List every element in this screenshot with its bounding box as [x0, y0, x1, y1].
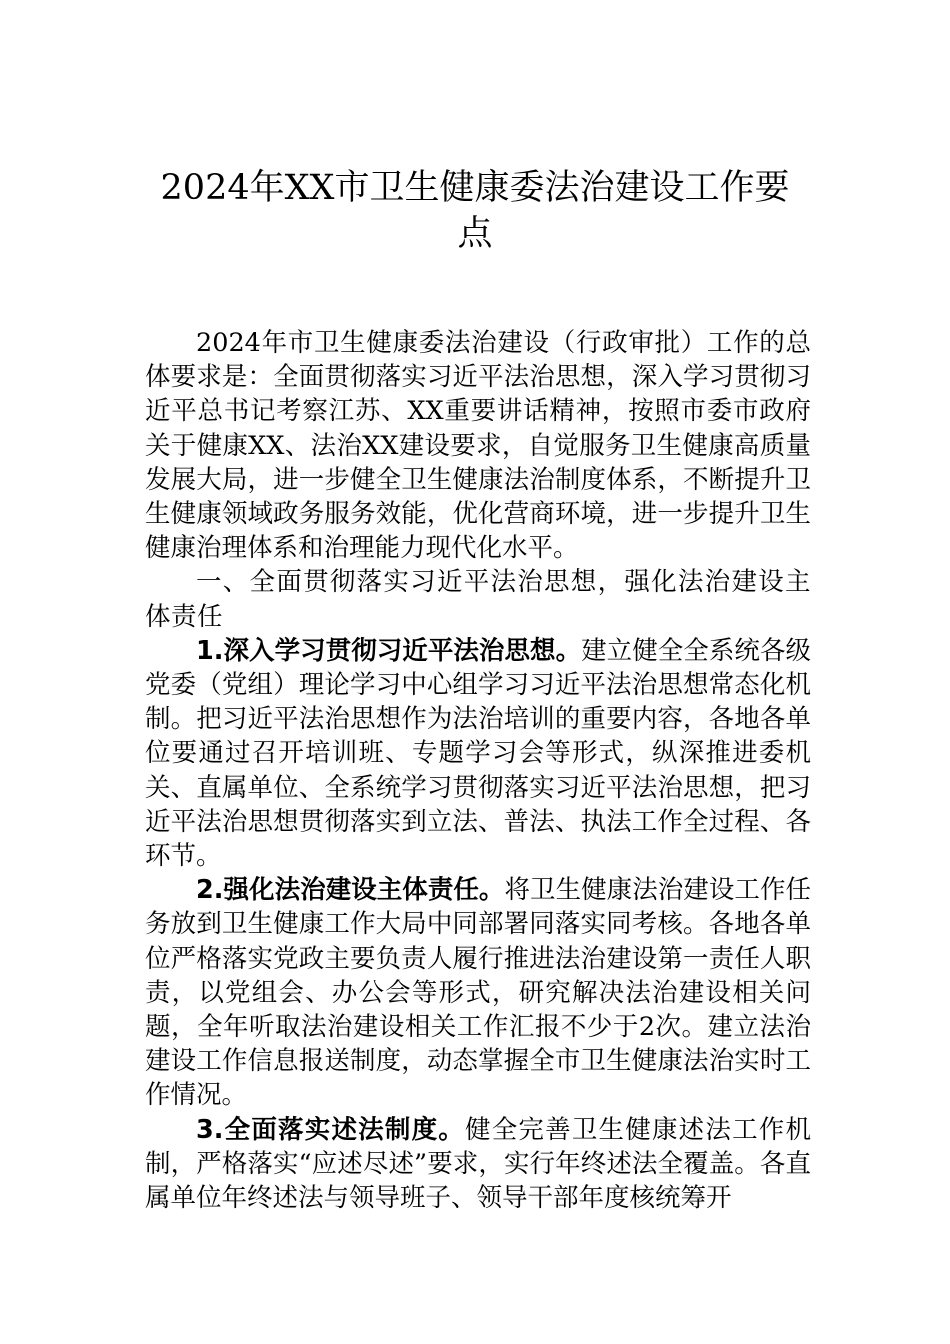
item-lead-1: 1.深入学习贯彻习近平法治思想。 — [196, 635, 582, 666]
item-paragraph-3 — [145, 1113, 811, 1216]
item-paragraph-2 — [145, 873, 811, 1112]
item-paragraph-1 — [145, 634, 811, 873]
item-lead-3: 3.全面落实述法制度。 — [196, 1114, 465, 1145]
section-heading-1: 一、全面贯彻落实习近平法治思想，强化法治建设主体责任 — [145, 567, 811, 632]
intro-paragraph: 2024年市卫生健康委法治建设（行政审批）工作的总体要求是：全面贯彻落实习近平法治思想，深入学习贯彻习近平总书记考察江苏、XX重要讲话精神，按照市委市政府关于健康XX、法治XX建设要求，自觉服务卫生健康高质量发展大局，进一步健全卫生健康法治制度体系，不断提升卫生健康领域政务服务效能，优化营商环境，进一步提升卫生健康治理体系和治理能力现代化水平。 — [145, 328, 811, 564]
document-body — [145, 326, 811, 1215]
item-text-3: 健全完善卫生健康述法工作机制，严格落实“应述尽述”要求，实行年终述法全覆盖。各直属单位年终述法与领导班子、领导干部年度核统筹开 — [145, 1114, 811, 1214]
item-text-1: 建立健全全系统各级党委（党组）理论学习中心组学习习近平法治思想常态化机制。把习近平法治思想作为法治培训的重要内容，各地各单位要通过召开培训班、专题学习会等形式，纵深推进委机关、直属单位、全系统学习贯彻落实习近平法治思想，把习近平法治思想贯彻落实到立法、普法、执法工作全过程、各环节。 — [145, 635, 811, 872]
document-title-line-1: 2024年XX市卫生健康委法治建设工作要 — [160, 168, 790, 208]
document-title-line-2: 点 — [457, 214, 493, 254]
item-lead-2: 2.强化法治建设主体责任。 — [196, 875, 505, 906]
item-text-2: 将卫生健康法治建设工作任务放到卫生健康工作大局中同部署同落实同考核。各地各单位严格落实党政主要负责人履行推进法治建设第一责任人职责，以党组会、办公会等形式，研究解决法治建设相关问题，全年听取法治建设相关工作汇报不少于2次。建立法治建设工作信息报送制度，动态掌握全市卫生健康法治实时工作情况。 — [145, 875, 811, 1111]
